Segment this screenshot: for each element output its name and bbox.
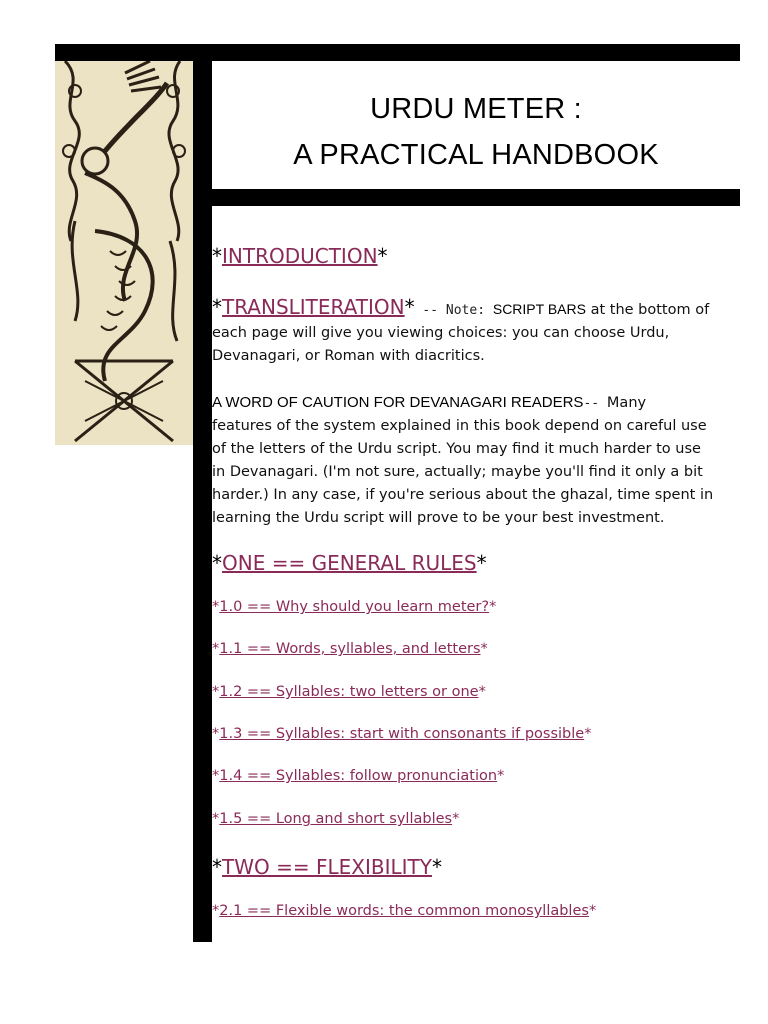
- introduction-heading: *INTRODUCTION*: [212, 244, 388, 268]
- section-two-link[interactable]: TWO == FLEXIBILITY: [222, 855, 432, 879]
- introduction-link[interactable]: INTRODUCTION: [222, 244, 378, 268]
- transliteration-link[interactable]: TRANSLITERATION: [222, 295, 405, 319]
- toc-item: *2.1 == Flexible words: the common monosyllables*: [212, 903, 597, 919]
- toc-link-1-1[interactable]: 1.1 == Words, syllables, and letters: [219, 641, 481, 657]
- caution-first-line: [212, 392, 646, 415]
- mermaid-illustration-icon: [55, 61, 193, 445]
- section-two-heading: *TWO == FLEXIBILITY*: [212, 855, 442, 879]
- section-one-link[interactable]: ONE == GENERAL RULES: [222, 551, 477, 575]
- transliteration-note-prefix: -- Note:: [414, 303, 493, 318]
- toc-item: *1.3 == Syllables: start with consonants if possible*: [212, 726, 592, 742]
- caution-heading: A WORD OF CAUTION FOR DEVANAGARI READERS: [212, 394, 584, 411]
- caution-line-1: features of the system explained in this book depend on careful use: [212, 418, 707, 434]
- transliteration-line: *TRANSLITERATION* -- Note: SCRIPT BARS at the bottom of: [212, 295, 710, 319]
- toc-item: *1.2 == Syllables: two letters or one*: [212, 684, 486, 700]
- caution-line-3: in Devanagari. (I'm not sure, actually; maybe you'll find it only a bit: [212, 464, 703, 480]
- transliteration-note-rest: at the bottom of: [585, 302, 710, 318]
- caution-dash: --: [583, 396, 607, 411]
- caution-first-word: Many: [606, 395, 647, 411]
- toc-item: *1.5 == Long and short syllables*: [212, 811, 460, 827]
- toc-link-1-4[interactable]: 1.4 == Syllables: follow pronunciation: [219, 768, 498, 784]
- caution-line-5: learning the Urdu script will prove to be your best investment.: [212, 510, 665, 526]
- toc-item: *1.4 == Syllables: follow pronunciation*: [212, 768, 505, 784]
- caution-line-2: of the letters of the Urdu script. You may find it much harder to use: [212, 441, 701, 457]
- caution-line-4: harder.) In any case, if you're serious about the ghazal, time spent in: [212, 487, 714, 503]
- transliteration-text-2: each page will give you viewing choices: you can choose Urdu,: [212, 325, 670, 341]
- title-line-1: URDU METER :: [370, 93, 582, 125]
- header-side-rule: [193, 44, 212, 942]
- toc-link-1-3[interactable]: 1.3 == Syllables: start with consonants if possible: [219, 726, 585, 742]
- toc-link-2-1[interactable]: 2.1 == Flexible words: the common monosyllables: [219, 903, 589, 919]
- header-bottom-rule: [212, 189, 740, 206]
- toc-link-1-5[interactable]: 1.5 == Long and short syllables: [219, 811, 453, 827]
- page-title: [212, 86, 740, 178]
- toc-link-1-2[interactable]: 1.2 == Syllables: two letters or one: [219, 684, 479, 700]
- transliteration-text-3: Devanagari, or Roman with diacritics.: [212, 348, 485, 364]
- toc-link-1-0[interactable]: 1.0 == Why should you learn meter?: [219, 599, 490, 615]
- title-line-2: A PRACTICAL HANDBOOK: [293, 139, 659, 171]
- toc-item: *1.1 == Words, syllables, and letters*: [212, 641, 488, 657]
- header-top-rule: [55, 44, 740, 61]
- toc-item: *1.0 == Why should you learn meter?*: [212, 599, 497, 615]
- section-one-heading: *ONE == GENERAL RULES*: [212, 551, 487, 575]
- script-bars-label: SCRIPT BARS: [492, 301, 586, 317]
